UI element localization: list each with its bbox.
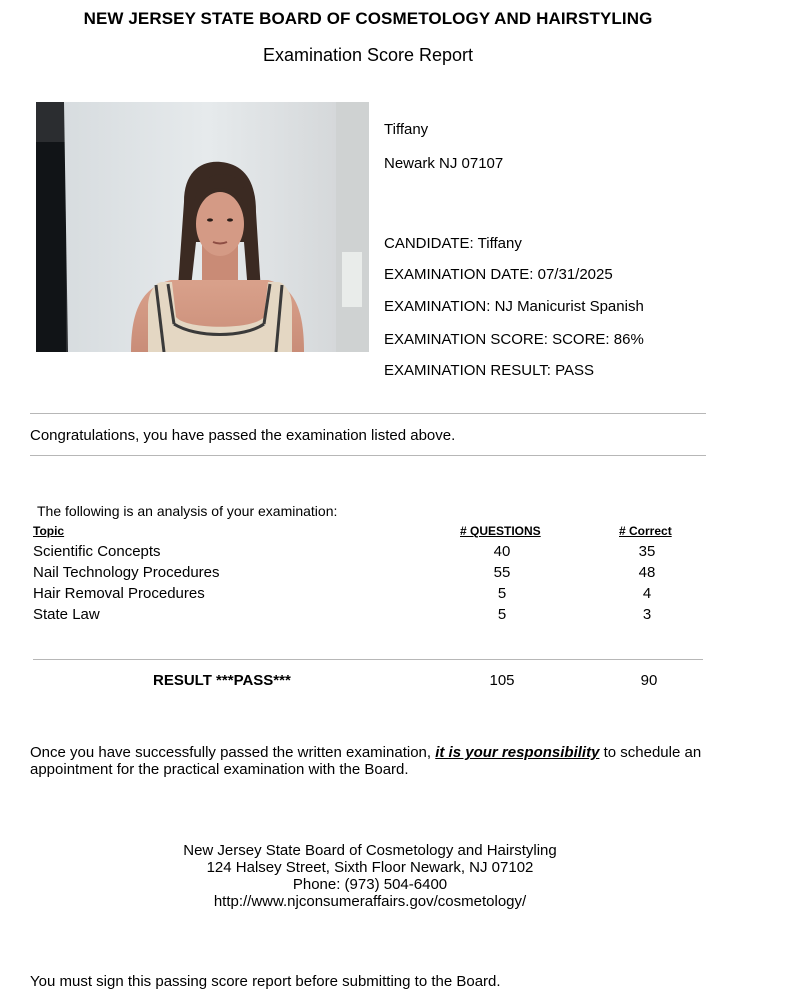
sign-notice: You must sign this passing score report before submitting to the Board. — [30, 973, 501, 990]
col-header-questions: # QUESTIONS — [460, 524, 541, 538]
col-header-topic: Topic — [33, 524, 65, 538]
row-questions: 55 — [493, 564, 511, 581]
row-topic: State Law — [33, 606, 100, 623]
col-header-correct: # Correct — [619, 524, 672, 538]
responsibility-paragraph — [30, 744, 730, 778]
row-questions: 5 — [497, 585, 507, 602]
divider-top — [30, 413, 706, 414]
candidate-city: Newark NJ 07107 — [384, 155, 504, 172]
board-address: 124 Halsey Street, Sixth Floor Newark, NJ 07102 — [206, 859, 534, 876]
report-title: NEW JERSEY STATE BOARD OF COSMETOLOGY AND HAIRSTYLING — [83, 9, 653, 28]
exam-date: EXAMINATION DATE: 07/31/2025 — [384, 266, 613, 283]
candidate-name: Tiffany — [384, 121, 429, 138]
row-topic: Hair Removal Procedures — [33, 585, 205, 602]
board-website: http://www.njconsumeraffairs.gov/cosmetology/ — [213, 893, 527, 910]
candidate-label: CANDIDATE: Tiffany — [384, 235, 522, 252]
row-questions: 40 — [493, 543, 511, 560]
result-total-correct: 90 — [640, 672, 658, 689]
divider-bottom — [30, 455, 706, 456]
row-questions: 5 — [497, 606, 507, 623]
candidate-photo — [36, 102, 369, 352]
divider-result — [33, 659, 703, 660]
responsibility-text-end: to schedule an appointment for the practical examination with the Board. — [30, 744, 702, 778]
row-topic: Nail Technology Procedures — [33, 564, 220, 581]
result-label: RESULT ***PASS*** — [153, 672, 291, 689]
report-subtitle: Examination Score Report — [262, 45, 474, 65]
analysis-intro: The following is an analysis of your examination: — [37, 503, 338, 519]
row-correct: 35 — [638, 543, 656, 560]
exam-result: EXAMINATION RESULT: PASS — [384, 362, 595, 379]
congrats-message: Congratulations, you have passed the examination listed above. — [30, 427, 456, 444]
board-name: New Jersey State Board of Cosmetology and Hairstyling — [183, 842, 557, 859]
row-correct: 48 — [638, 564, 656, 581]
row-correct: 4 — [642, 585, 652, 602]
board-contact-block — [120, 842, 620, 910]
result-total-questions: 105 — [489, 672, 515, 689]
responsibility-text-start: Once you have successfully passed the written examination, — [30, 744, 436, 761]
row-topic: Scientific Concepts — [33, 543, 161, 560]
responsibility-emphasis: it is your responsibility — [435, 744, 600, 761]
row-correct: 3 — [642, 606, 652, 623]
exam-score: EXAMINATION SCORE: SCORE: 86% — [384, 331, 644, 348]
board-phone: Phone: (973) 504-6400 — [292, 876, 448, 893]
exam-name: EXAMINATION: NJ Manicurist Spanish — [384, 298, 644, 315]
